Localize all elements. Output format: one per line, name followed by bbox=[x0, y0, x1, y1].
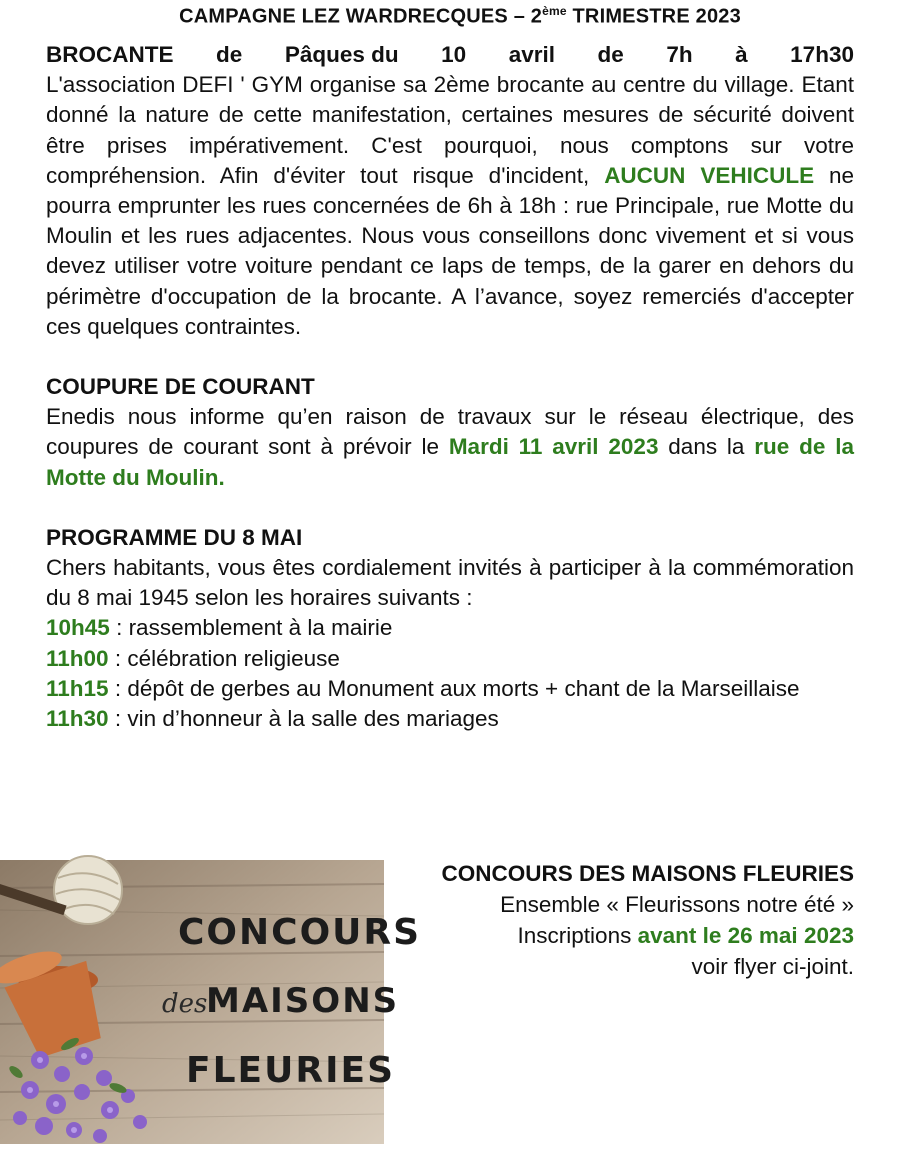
concours-block bbox=[441, 858, 854, 982]
schedule-time: 11h15 bbox=[46, 675, 109, 701]
concours-line-2: Inscriptions avant le 26 mai 2023 bbox=[517, 923, 854, 948]
concours-heading: CONCOURS DES MAISONS FLEURIES bbox=[441, 861, 854, 886]
concours-line-3: voir flyer ci-joint. bbox=[691, 954, 854, 979]
flyer-word-des: des bbox=[162, 989, 208, 1019]
coupure-heading: COUPURE DE COURANT bbox=[46, 374, 315, 400]
flyer-word-concours: CONCOURS bbox=[178, 912, 422, 953]
no-vehicle-highlight: AUCUN VEHICULE bbox=[604, 162, 815, 188]
programme-heading: PROGRAMME DU 8 MAI bbox=[46, 524, 303, 550]
schedule-item: 11h15 : dépôt de gerbes au Monument aux morts + chant de la Marseillaise bbox=[46, 675, 800, 701]
programme-intro: Chers habitants, vous êtes cordialement invités à participer à la commémoration du 8 mai 1945 selon les horaires suivants : bbox=[46, 555, 854, 611]
schedule-time: 11h00 bbox=[46, 645, 109, 671]
concours-flyer-image bbox=[0, 860, 422, 1144]
bulletin-content bbox=[46, 40, 854, 734]
brocante-paragraph: L'association DEFI ' GYM organise sa 2ème brocante au centre du village. Etant donné la nature de cette manifestation, certaines mesures de sécurité doivent être prises impérativement. C'est pourquoi, nous comptons sur votre compréhension. Afin d'éviter tout risque d'incident, AUCUN VEHICULE ne pourra emprunter les rues concernées de 6h à 18h : rue Principale, rue Motte du Moulin et les rues adjacentes. Nous vous conseillons donc vivement et si vous devez utiliser votre voiture pendant ce laps de temps, de la garer en dehors du périmètre d'occupation de la brocante. A l’avance, soyez remerciés d'accepter ces quelques contraintes. bbox=[46, 72, 855, 339]
outage-date: Mardi 11 avril 2023 bbox=[448, 434, 659, 460]
flyer-word-fleuries: FLEURIES bbox=[186, 1050, 395, 1091]
schedule-item: 10h45 : rassemblement à la mairie bbox=[46, 615, 393, 641]
concours-line-1: Ensemble « Fleurissons notre été » bbox=[500, 892, 854, 917]
flyer-word-maisons: MAISONS bbox=[206, 981, 400, 1021]
page-title: CAMPAGNE LEZ WARDRECQUES – 2ème TRIMESTRE 2023 bbox=[179, 4, 741, 28]
schedule-time: 11h30 bbox=[46, 706, 109, 732]
schedule-item: 11h30 : vin d’honneur à la salle des mariages bbox=[46, 706, 499, 732]
schedule-time: 10h45 bbox=[46, 615, 110, 641]
coupure-paragraph: Enedis nous informe qu’en raison de travaux sur le réseau électrique, des coupures de courant sont à prévoir le Mardi 11 avril 2023 dans la rue de la Motte du Moulin. bbox=[46, 404, 854, 490]
brocante-heading: BROCANTE de Pâques du 10 avril de 7h à 17h30 bbox=[46, 42, 854, 67]
schedule-item: 11h00 : célébration religieuse bbox=[46, 645, 340, 671]
outage-street: rue de la Motte du Moulin bbox=[46, 434, 854, 490]
registration-deadline: avant le 26 mai 2023 bbox=[637, 923, 854, 948]
